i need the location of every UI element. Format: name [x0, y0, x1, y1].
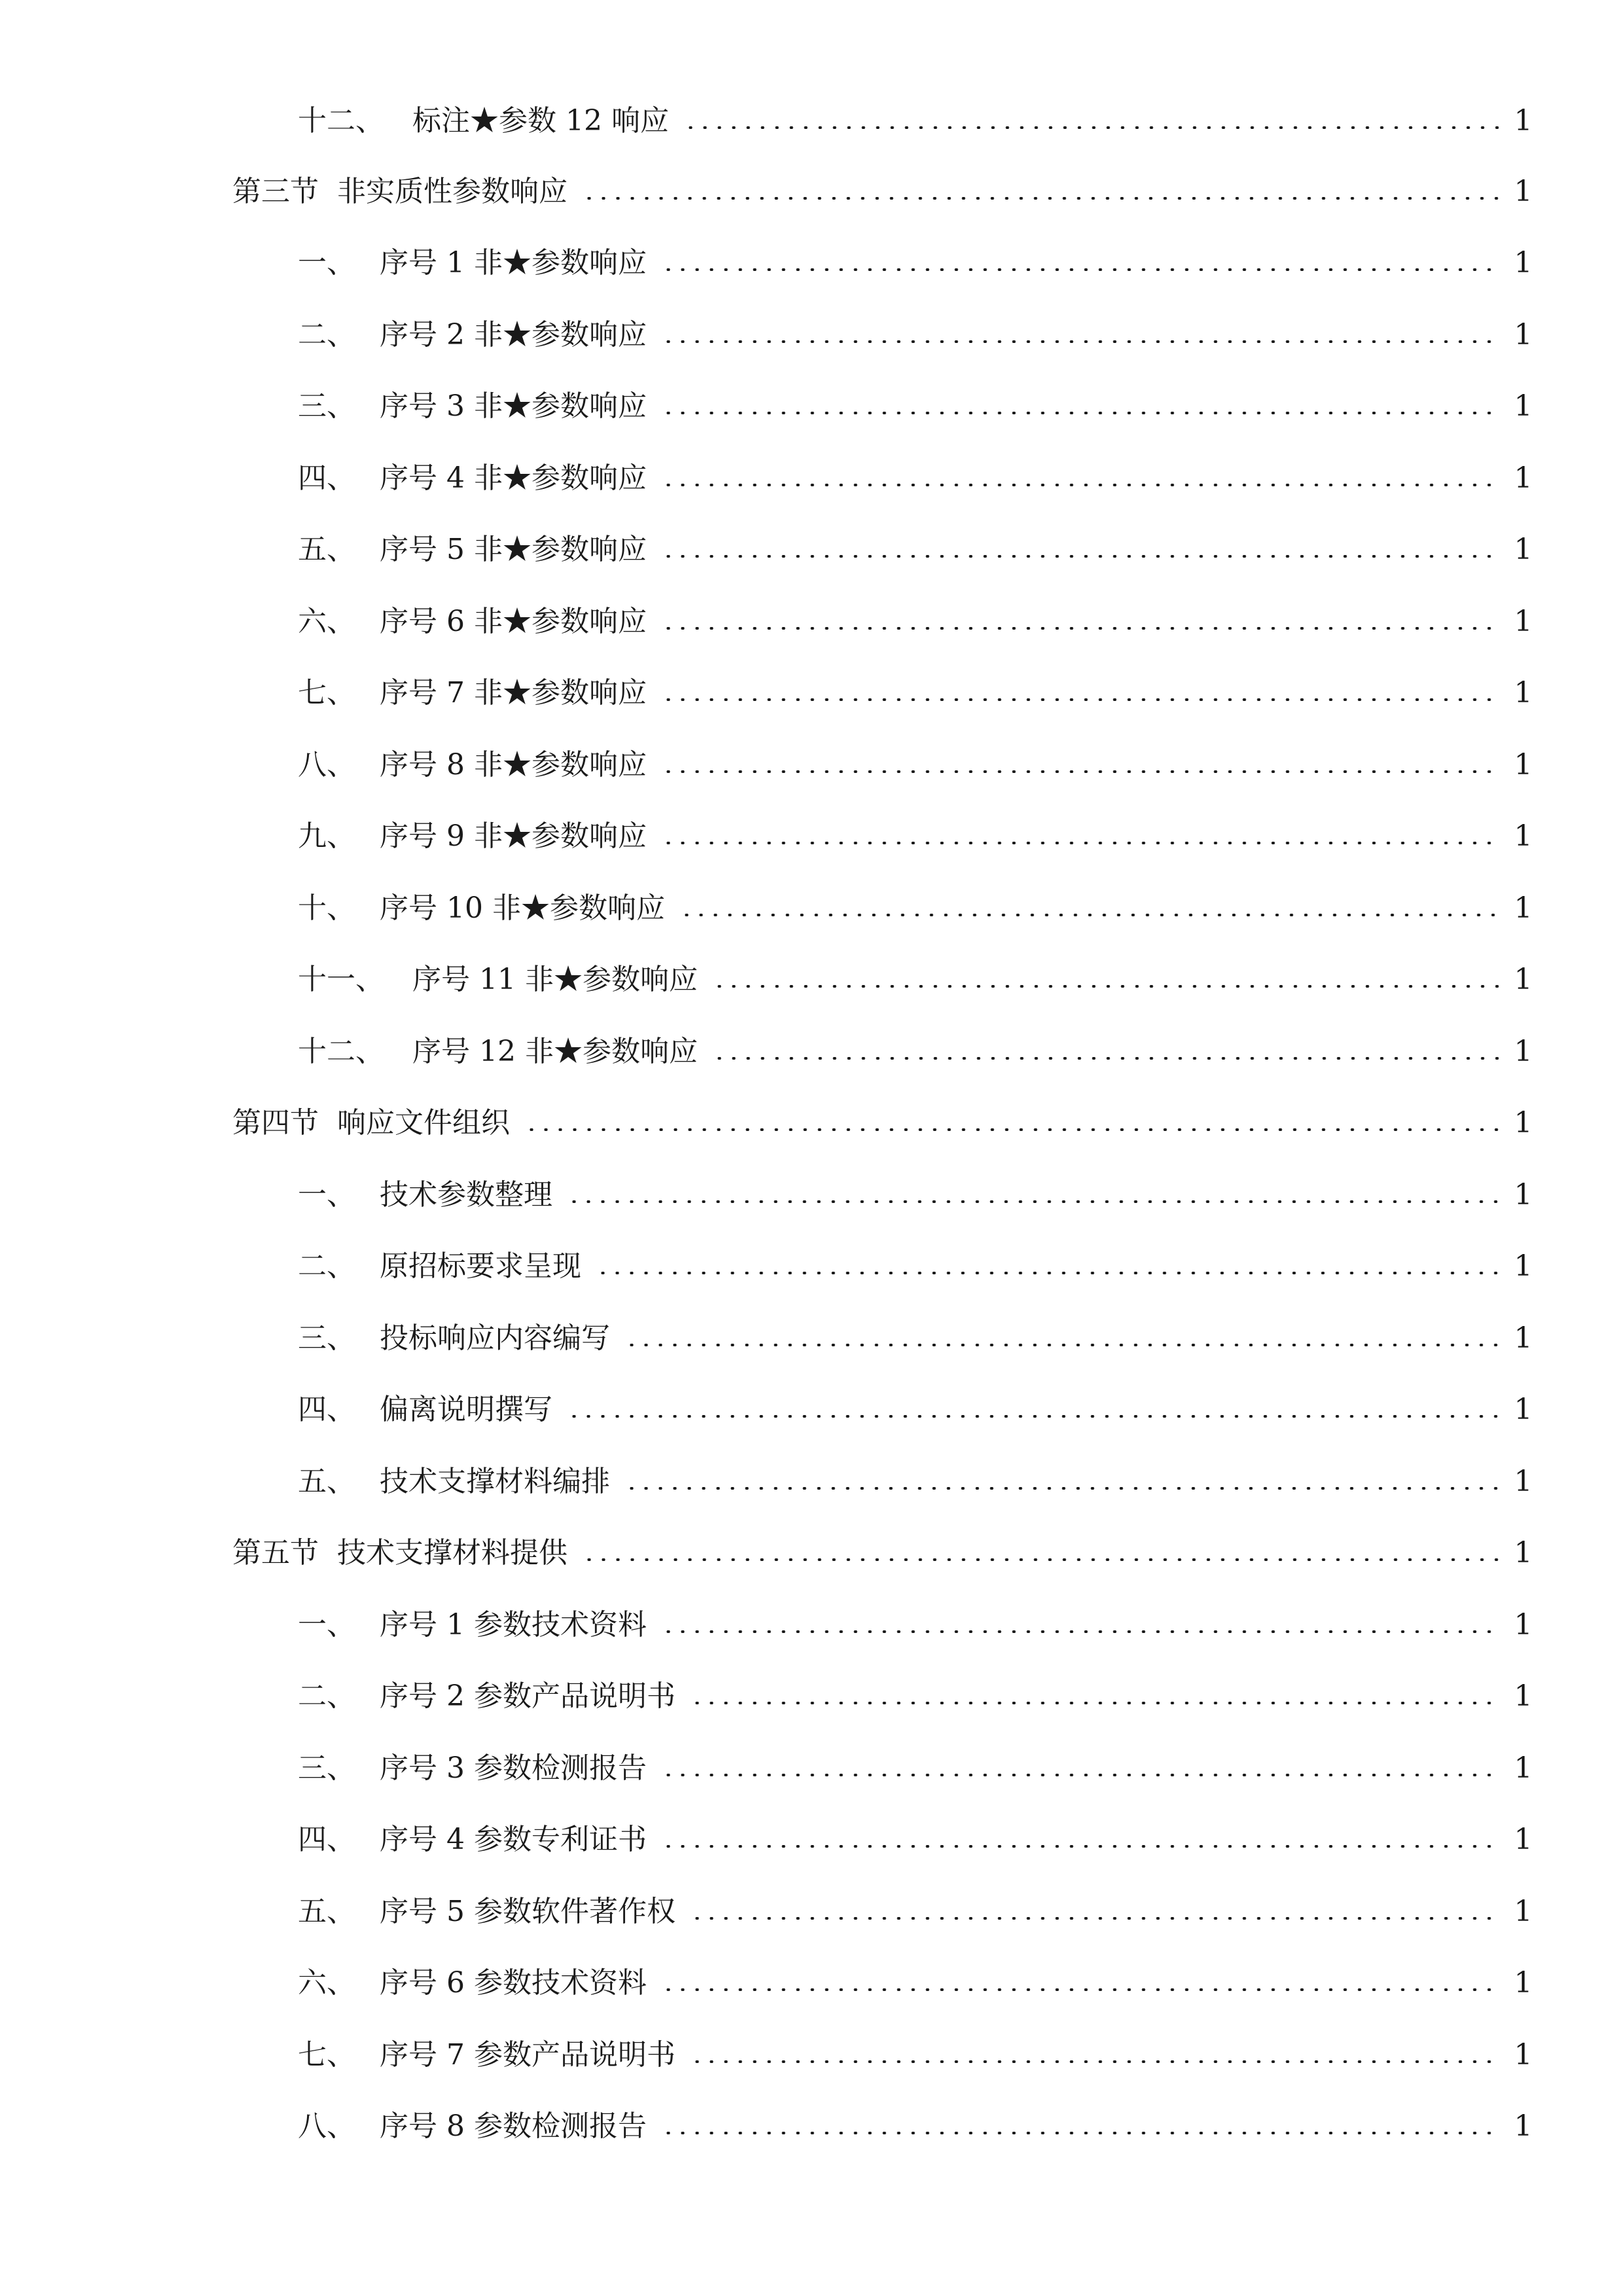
toc-entry-title: 序号 4 参数专利证书	[380, 1823, 647, 1856]
dot-leader	[683, 126, 1500, 129]
toc-entry-number: 第五节	[232, 1536, 319, 1570]
toc-entry-number: 八、	[298, 2109, 355, 2143]
toc-entry-title: 序号 5 参数软件著作权	[380, 1895, 676, 1928]
toc-entry[interactable]	[0, 227, 1624, 299]
dot-leader	[661, 412, 1500, 414]
dot-leader	[661, 627, 1500, 630]
toc-entry-number: 三、	[298, 1321, 355, 1355]
toc-entry[interactable]	[0, 1804, 1624, 1876]
toc-entry-number: 十、	[298, 891, 355, 925]
toc-entry-number: 七、	[298, 676, 355, 709]
toc-entry-title: 序号 9 非★参数响应	[380, 819, 647, 853]
dot-leader	[661, 1845, 1500, 1848]
toc-entry-number: 二、	[298, 318, 355, 351]
toc-entry-number: 五、	[298, 1895, 355, 1928]
dot-leader	[661, 268, 1500, 271]
toc-entry[interactable]	[0, 586, 1624, 658]
toc-entry-title: 原招标要求呈现	[380, 1249, 581, 1283]
toc-entry-number: 六、	[298, 1966, 355, 2000]
toc-entry-number: 一、	[298, 1608, 355, 1641]
dot-leader	[661, 484, 1500, 486]
dot-leader	[661, 1774, 1500, 1776]
toc-entry-title: 序号 2 参数产品说明书	[380, 1679, 676, 1713]
toc-entry-page: 1	[1514, 748, 1532, 781]
toc-entry-page: 1	[1514, 1249, 1532, 1283]
dot-leader	[661, 698, 1500, 701]
toc-entry[interactable]	[0, 442, 1624, 514]
toc-entry[interactable]	[0, 85, 1624, 157]
dot-leader	[690, 2060, 1500, 2063]
toc-entry[interactable]	[0, 1230, 1624, 1302]
toc-entry[interactable]	[0, 800, 1624, 872]
dot-leader	[624, 1487, 1500, 1490]
toc-entry-number: 五、	[298, 533, 355, 566]
dot-leader	[661, 770, 1500, 773]
toc-entry-title: 序号 6 非★参数响应	[380, 605, 647, 638]
toc-entry-title: 序号 3 非★参数响应	[380, 389, 647, 423]
toc-entry[interactable]	[0, 1374, 1624, 1446]
toc-entry-page: 1	[1514, 461, 1532, 495]
toc-entry-page: 1	[1514, 1751, 1532, 1785]
toc-entry-title: 投标响应内容编写	[380, 1321, 610, 1355]
toc-entry-title: 非实质性参数响应	[337, 175, 568, 208]
toc-entry-title: 序号 3 参数检测报告	[380, 1751, 647, 1785]
toc-entry-page: 1	[1514, 533, 1532, 566]
dot-leader	[624, 1344, 1500, 1346]
dot-leader	[596, 1272, 1500, 1274]
toc-entry-number: 三、	[298, 389, 355, 423]
toc-entry-number: 一、	[298, 246, 355, 279]
toc-entry-title: 技术支撑材料编排	[380, 1465, 610, 1498]
dot-leader	[679, 914, 1500, 916]
dot-leader	[567, 1415, 1500, 1418]
dot-leader	[661, 340, 1500, 343]
dot-leader	[661, 2132, 1500, 2134]
toc-entry-number: 二、	[298, 1249, 355, 1283]
toc-entry-title: 序号 7 非★参数响应	[380, 676, 647, 709]
toc-entry-title: 序号 8 非★参数响应	[380, 748, 647, 781]
toc-entry-number: 五、	[298, 1465, 355, 1498]
toc-entry-number: 十一、	[298, 963, 384, 996]
toc-entry-number: 第三节	[232, 175, 319, 208]
dot-leader	[661, 1630, 1500, 1633]
toc-entry[interactable]	[0, 2019, 1624, 2091]
toc-entry-page: 1	[1514, 2109, 1532, 2143]
dot-leader	[690, 1917, 1500, 1920]
toc-entry-page: 1	[1514, 1966, 1532, 2000]
toc-entry-page: 1	[1514, 1035, 1532, 1068]
toc-entry-title: 标注★参数 12 响应	[412, 104, 669, 137]
toc-entry-page: 1	[1514, 1178, 1532, 1211]
toc-entry[interactable]	[0, 1732, 1624, 1804]
toc-entry[interactable]	[0, 1876, 1624, 1948]
toc-entry-page: 1	[1514, 175, 1532, 208]
toc-entry[interactable]	[0, 1660, 1624, 1732]
toc-entry[interactable]	[0, 657, 1624, 729]
toc-entry-page: 1	[1514, 1393, 1532, 1426]
toc-entry-page: 1	[1514, 1321, 1532, 1355]
toc-entry-title: 序号 1 非★参数响应	[380, 246, 647, 279]
toc-entry[interactable]	[0, 1517, 1624, 1589]
toc-entry-page: 1	[1514, 1465, 1532, 1498]
toc-entry[interactable]	[0, 514, 1624, 586]
toc-entry-title: 技术参数整理	[380, 1178, 552, 1211]
toc-entry-page: 1	[1514, 963, 1532, 996]
toc-entry[interactable]	[0, 1302, 1624, 1374]
toc-entry-page: 1	[1514, 1679, 1532, 1713]
dot-leader	[582, 1558, 1500, 1561]
toc-entry-title: 序号 4 非★参数响应	[380, 461, 647, 495]
toc-entry-page: 1	[1514, 819, 1532, 853]
toc-entry-number: 十二、	[298, 1035, 384, 1068]
toc-entry[interactable]	[0, 729, 1624, 801]
toc-entry[interactable]	[0, 1446, 1624, 1518]
toc-entry[interactable]	[0, 1589, 1624, 1661]
toc-entry-page: 1	[1514, 1608, 1532, 1641]
toc-entry-title: 序号 6 参数技术资料	[380, 1966, 647, 2000]
toc-entry-title: 序号 2 非★参数响应	[380, 318, 647, 351]
toc-entry-number: 二、	[298, 1679, 355, 1713]
toc-entry-number: 三、	[298, 1751, 355, 1785]
toc-entry-title: 偏离说明撰写	[380, 1393, 552, 1426]
toc-entry-page: 1	[1514, 1106, 1532, 1139]
toc-entry-page: 1	[1514, 104, 1532, 137]
toc-entry-number: 四、	[298, 461, 355, 495]
dot-leader	[661, 1988, 1500, 1991]
toc-entry-number: 一、	[298, 1178, 355, 1211]
toc-entry[interactable]	[0, 2090, 1624, 2162]
toc-entry-page: 1	[1514, 246, 1532, 279]
toc-entry-title: 序号 5 非★参数响应	[380, 533, 647, 566]
toc-entry-page: 1	[1514, 1895, 1532, 1928]
toc-entry-title: 序号 11 非★参数响应	[412, 963, 698, 996]
toc-entry-number: 七、	[298, 2038, 355, 2072]
toc-entry[interactable]	[0, 872, 1624, 944]
toc-entry-page: 1	[1514, 1823, 1532, 1856]
toc-entry-number: 九、	[298, 819, 355, 853]
toc-entry[interactable]	[0, 370, 1624, 442]
dot-leader	[712, 1057, 1500, 1060]
toc-entry[interactable]	[0, 1016, 1624, 1088]
dot-leader	[661, 842, 1500, 844]
dot-leader	[524, 1128, 1500, 1131]
toc-entry[interactable]	[0, 299, 1624, 371]
toc-entry-page: 1	[1514, 605, 1532, 638]
toc-entry[interactable]	[0, 1087, 1624, 1159]
dot-leader	[690, 1702, 1500, 1704]
dot-leader	[567, 1200, 1500, 1203]
toc-entry-title: 序号 8 参数检测报告	[380, 2109, 647, 2143]
toc-entry[interactable]	[0, 156, 1624, 228]
toc-entry-number: 八、	[298, 748, 355, 781]
toc-entry-title: 序号 12 非★参数响应	[412, 1035, 698, 1068]
toc-entry-title: 序号 10 非★参数响应	[380, 891, 665, 925]
dot-leader	[661, 555, 1500, 558]
toc-entry-number: 十二、	[298, 104, 384, 137]
toc-entry[interactable]	[0, 1159, 1624, 1231]
toc-entry-number: 四、	[298, 1393, 355, 1426]
toc-entry-page: 1	[1514, 318, 1532, 351]
dot-leader	[582, 197, 1500, 200]
toc-entry-number: 六、	[298, 605, 355, 638]
toc-entry-number: 第四节	[232, 1106, 319, 1139]
toc-entry-page: 1	[1514, 2038, 1532, 2072]
toc-entry-number: 四、	[298, 1823, 355, 1856]
toc-entry-page: 1	[1514, 389, 1532, 423]
toc-entry-page: 1	[1514, 1536, 1532, 1570]
dot-leader	[712, 985, 1500, 988]
toc-entry-title: 序号 1 参数技术资料	[380, 1608, 647, 1641]
toc-entry-title: 技术支撑材料提供	[337, 1536, 568, 1570]
toc-entry-page: 1	[1514, 676, 1532, 709]
toc-entry-page: 1	[1514, 891, 1532, 925]
toc-entry-title: 序号 7 参数产品说明书	[380, 2038, 676, 2072]
toc-entry-title: 响应文件组织	[337, 1106, 510, 1139]
toc-entry[interactable]	[0, 944, 1624, 1016]
toc-entry[interactable]	[0, 1947, 1624, 2019]
